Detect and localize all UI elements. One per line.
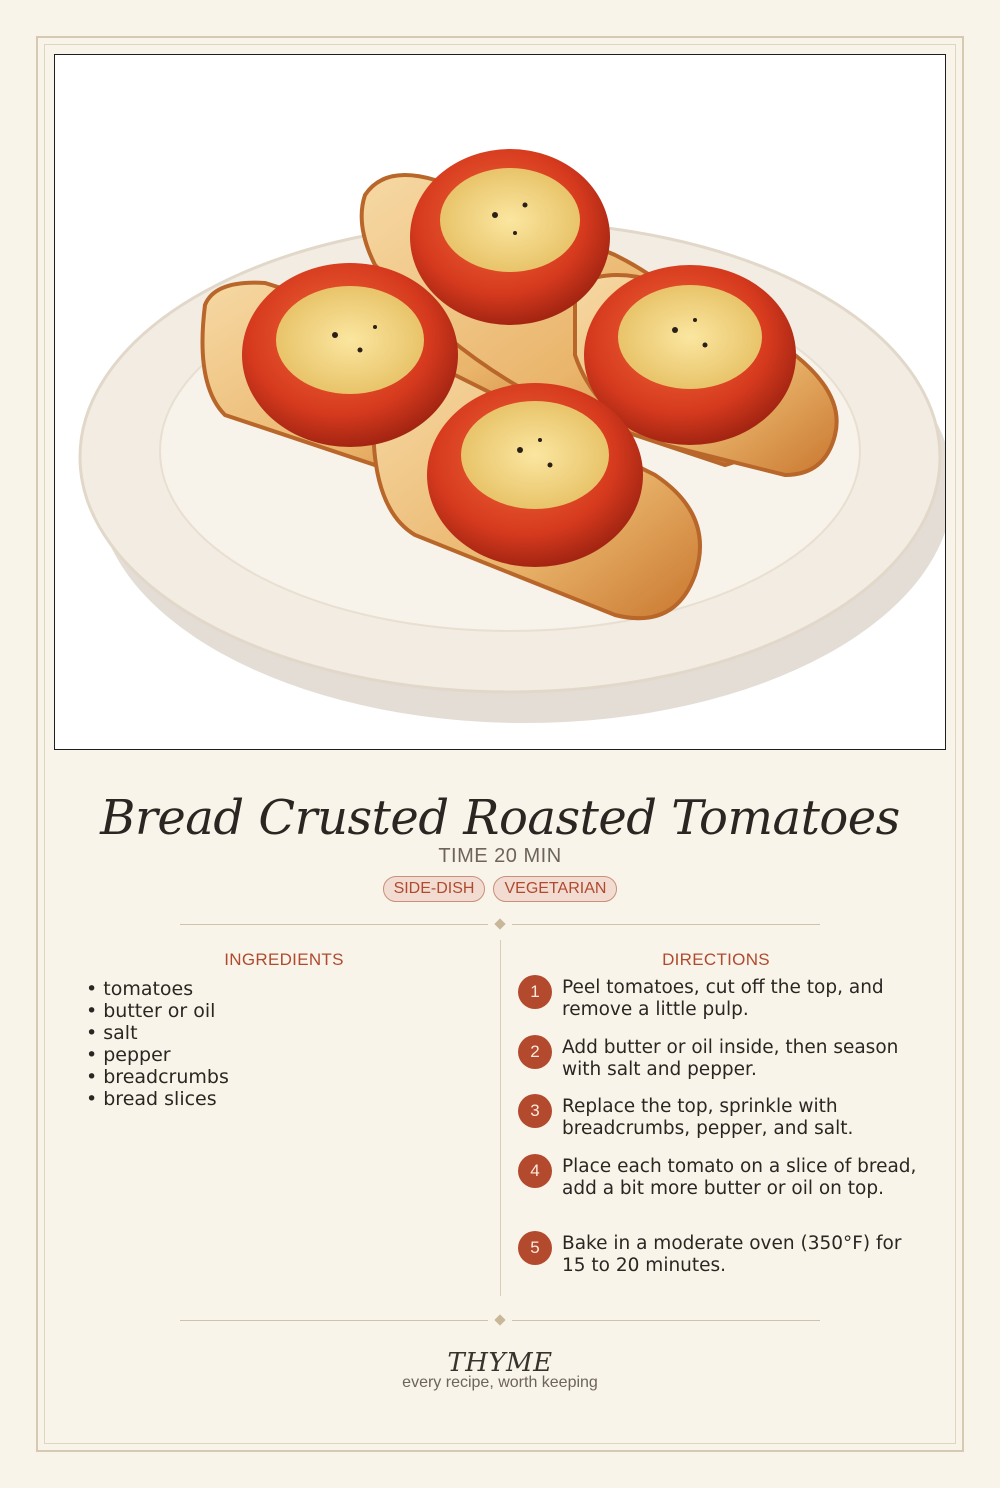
step-number-badge: 3 <box>518 1094 552 1128</box>
step-text: Add butter or oil inside, then season with salt and pepper. <box>562 1037 899 1080</box>
tag-side-dish[interactable]: SIDE-DISH <box>383 876 486 902</box>
brand-name: THYME <box>447 1348 553 1378</box>
directions-heading: DIRECTIONS <box>662 950 770 969</box>
recipe-illustration <box>54 54 946 750</box>
step-number-badge: 1 <box>518 975 552 1009</box>
tag-list <box>0 876 1000 902</box>
brand-tagline: every recipe, worth keeping <box>402 1374 598 1391</box>
ingredient-item: • bread slices <box>86 1088 229 1110</box>
recipe-title: Bread Crusted Roasted Tomatoes <box>100 790 900 846</box>
ingredients-list <box>86 978 229 1110</box>
step-text: Place each tomato on a slice of bread, add a bit more butter or oil on top. <box>562 1156 917 1199</box>
ingredient-item: • breadcrumbs <box>86 1066 229 1088</box>
recipe-time: TIME 20 MIN <box>438 845 562 867</box>
step-number-badge: 4 <box>518 1154 552 1188</box>
ingredient-item: • pepper <box>86 1044 229 1066</box>
step-text: Replace the top, sprinkle with breadcrumbs, pepper, and salt. <box>562 1096 854 1139</box>
ingredients-heading: INGREDIENTS <box>224 950 344 969</box>
step-text: Bake in a moderate oven (350°F) for 15 to 20 minutes. <box>562 1233 902 1276</box>
step-number-badge: 2 <box>518 1035 552 1069</box>
ingredient-item: • butter or oil <box>86 1000 229 1022</box>
step-number-badge: 5 <box>518 1231 552 1265</box>
ingredient-item: • salt <box>86 1022 229 1044</box>
step-text: Peel tomatoes, cut off the top, and remove a little pulp. <box>562 977 884 1020</box>
ingredient-item: • tomatoes <box>86 978 229 1000</box>
column-separator <box>500 940 501 1296</box>
tag-vegetarian[interactable]: VEGETARIAN <box>493 876 617 902</box>
